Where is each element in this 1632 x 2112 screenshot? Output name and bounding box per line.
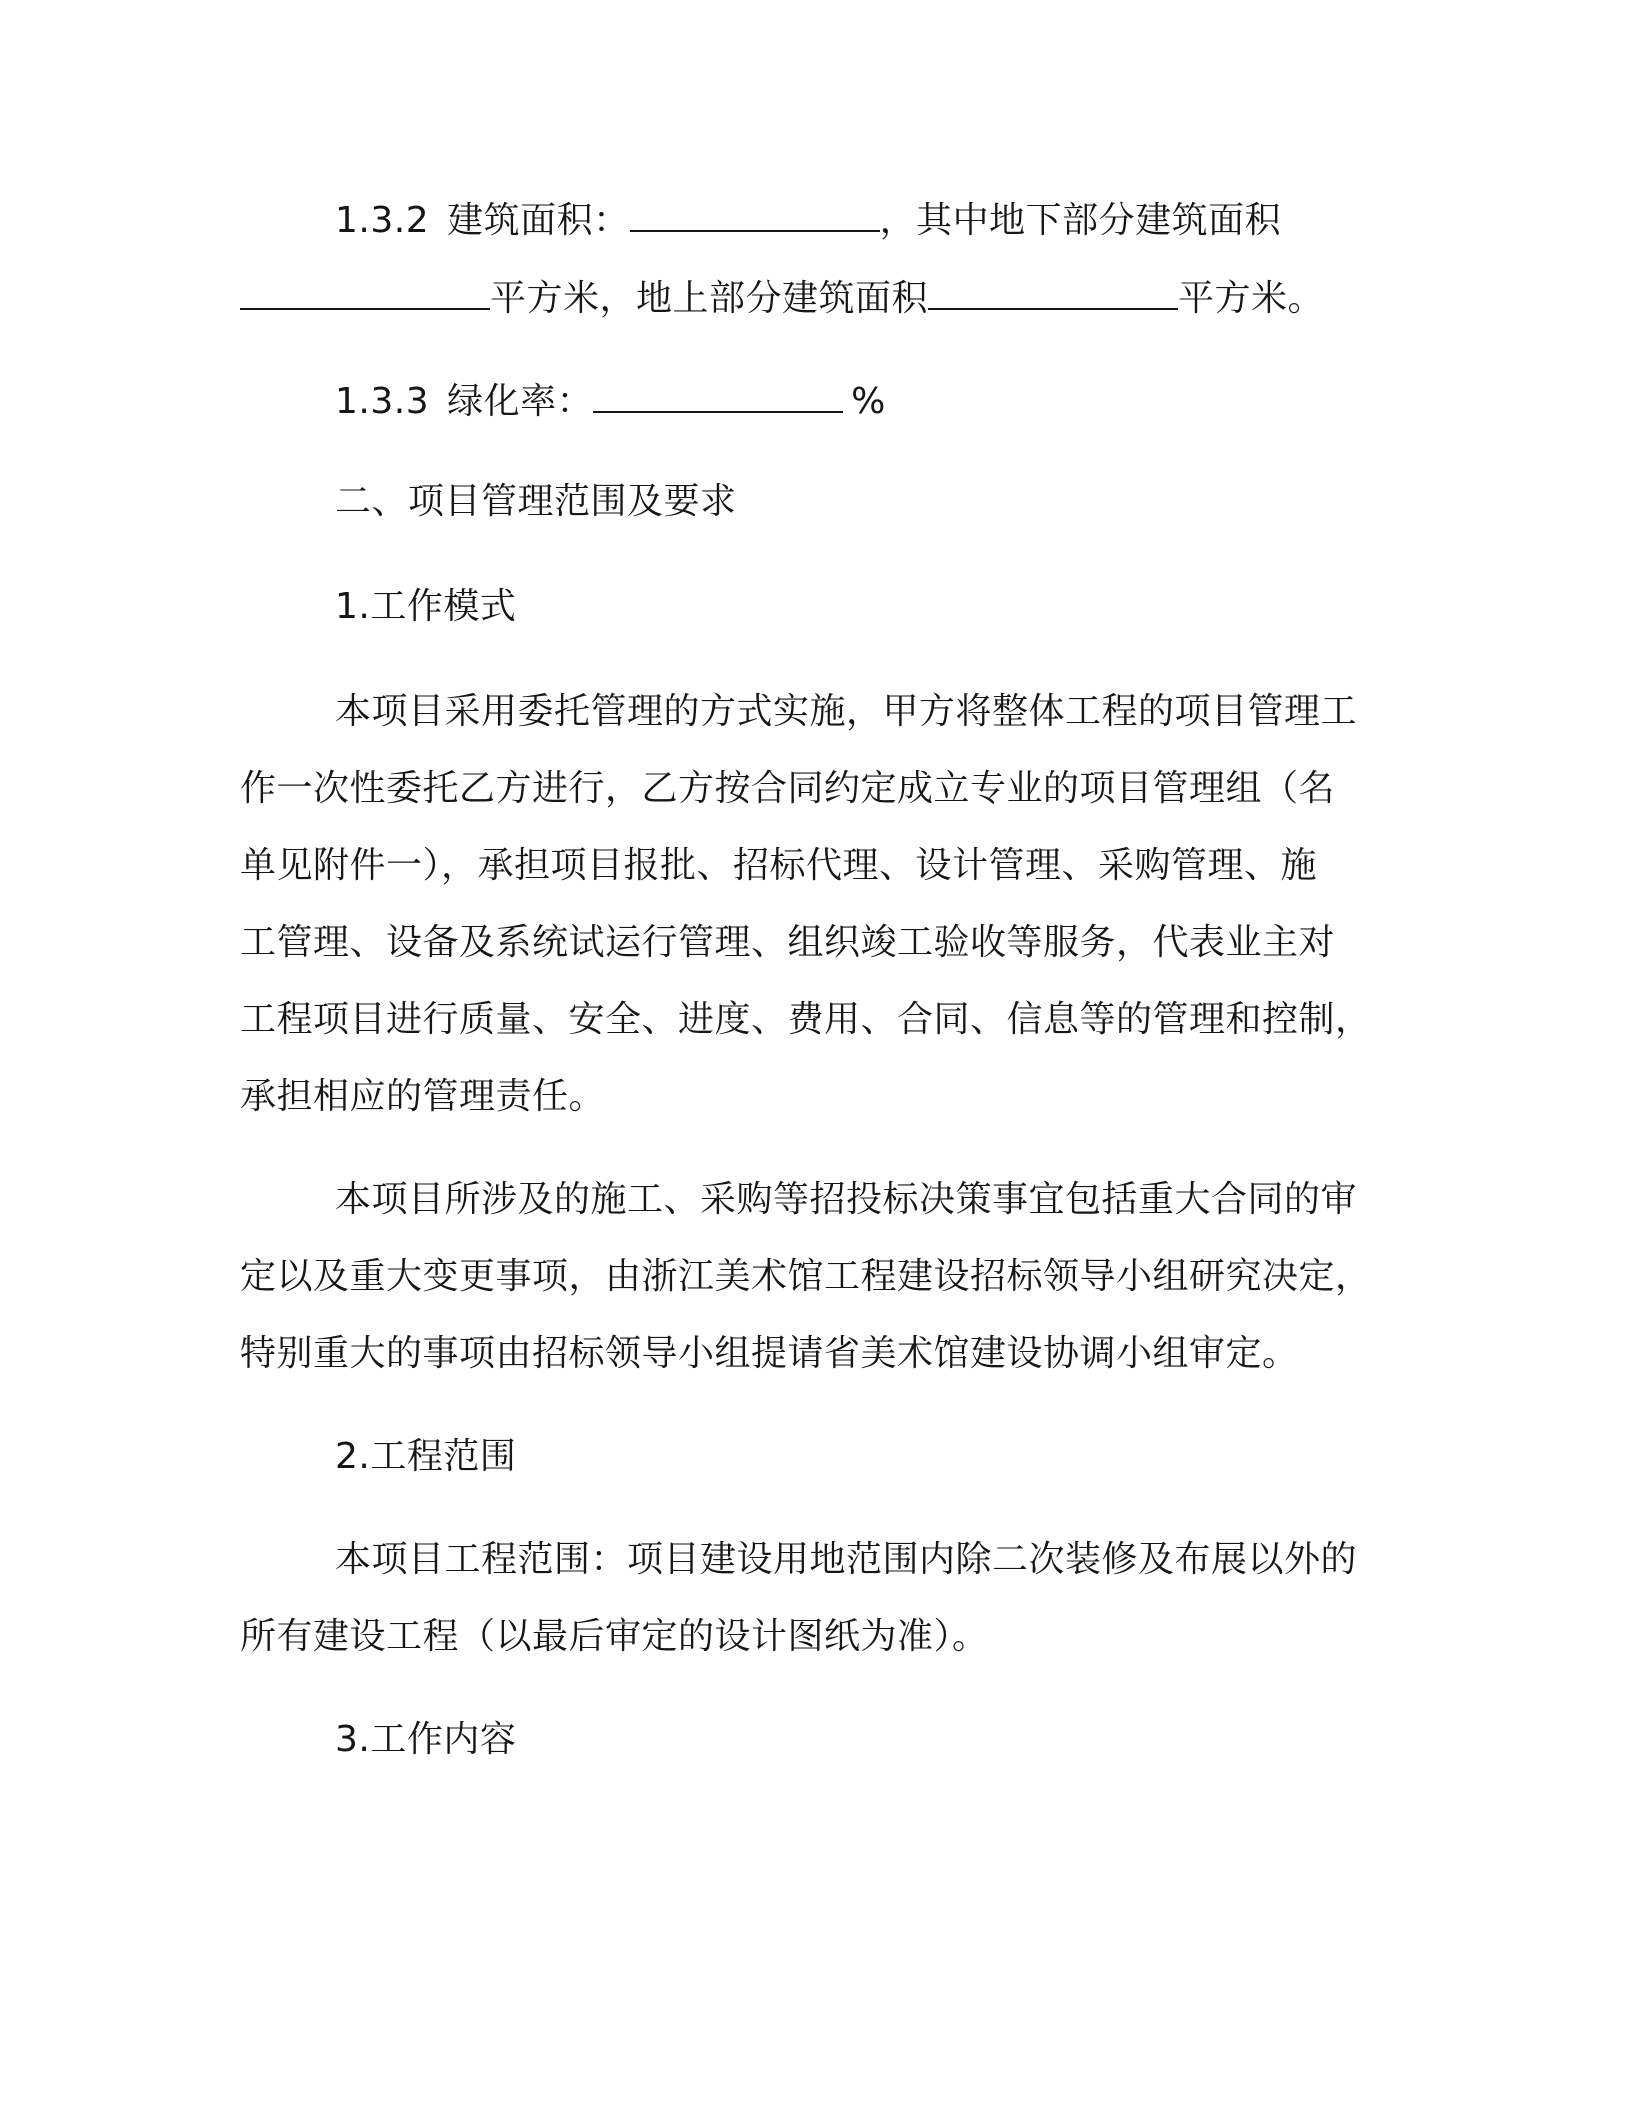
- paragraph-line: 工管理、设备及系统试运行管理、组织竣工验收等服务，代表业主对: [240, 922, 1336, 963]
- clause-number: 1.3.3: [335, 381, 430, 422]
- subsection-heading-work-mode: 1.工作模式: [335, 586, 517, 627]
- area-line-1: [335, 196, 1281, 243]
- percent-sign: %: [851, 381, 886, 422]
- paragraph-line: 特别重大的事项由招标领导小组提请省美术馆建设协调小组审定。: [240, 1333, 1299, 1374]
- aboveground-area-blank[interactable]: [928, 274, 1178, 310]
- paragraph-line: 本项目采用委托管理的方式实施，甲方将整体工程的项目管理工: [335, 691, 1358, 732]
- paragraph-line: 单见附件一），承担项目报批、招标代理、设计管理、采购管理、施: [240, 845, 1318, 886]
- paragraph-line: 定以及重大变更事项，由浙江美术馆工程建设招标领导小组研究决定，: [240, 1256, 1372, 1297]
- area-line-2: [240, 274, 1324, 321]
- greening-label: 绿化率：: [447, 381, 594, 422]
- paragraph-line: 承担相应的管理责任。: [240, 1076, 606, 1117]
- paragraph-line: 作一次性委托乙方进行，乙方按合同约定成立专业的项目管理组（名: [240, 768, 1336, 809]
- underground-area-blank[interactable]: [240, 274, 490, 310]
- subsection-heading-work-content: 3.工作内容: [335, 1719, 517, 1760]
- paragraph-line: 所有建设工程（以最后审定的设计图纸为准）。: [240, 1616, 989, 1657]
- aboveground-unit: 平方米。: [1178, 278, 1325, 319]
- paragraph-line: 本项目工程范围：项目建设用地范围内除二次装修及布展以外的: [335, 1539, 1358, 1580]
- paragraph-line: 本项目所涉及的施工、采购等招投标决策事宜包括重大合同的审: [335, 1179, 1358, 1220]
- underground-unit: 平方米，地上部分建筑面积: [490, 278, 929, 319]
- greening-line: [335, 377, 886, 424]
- area-continuation: ，其中地下部分建筑面积: [879, 200, 1282, 241]
- paragraph-line: 工程项目进行质量、安全、进度、费用、合同、信息等的管理和控制，: [240, 999, 1372, 1040]
- clause-number: 1.3.2: [335, 200, 430, 241]
- total-area-blank[interactable]: [630, 196, 880, 232]
- greening-rate-blank[interactable]: [593, 377, 843, 413]
- section-heading: 二、项目管理范围及要求: [335, 481, 737, 522]
- area-label: 建筑面积：: [447, 200, 630, 241]
- subsection-heading-scope: 2.工程范围: [335, 1436, 517, 1477]
